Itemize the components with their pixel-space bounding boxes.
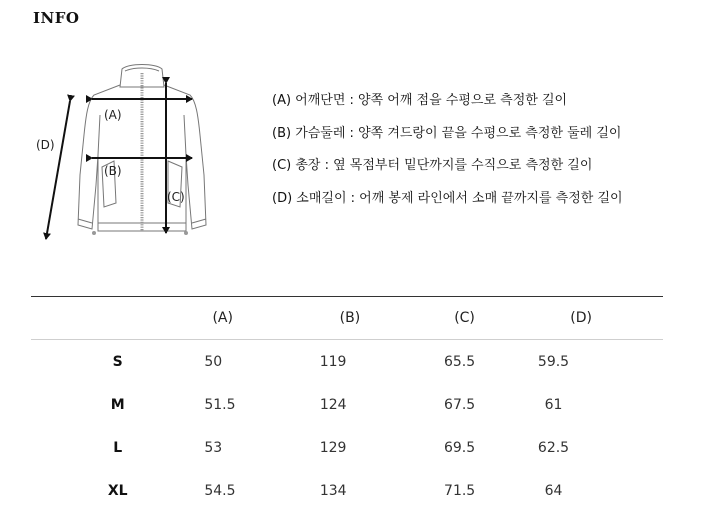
jacket-measurement-diagram xyxy=(30,55,250,255)
size-label: M xyxy=(110,396,125,413)
label-a: (A) xyxy=(104,108,122,122)
legend-b: (B) 가슴둘레 : 양쪽 겨드랑이 끝을 수평으로 측정한 둘레 길이 xyxy=(272,125,622,141)
table-row: M 51.5 124 67.5 61 xyxy=(31,383,663,426)
legend-c: (C) 총장 : 옆 목점부터 밑단까지를 수직으로 측정한 길이 xyxy=(272,158,593,173)
size-label: L xyxy=(113,439,123,456)
value-b: 119 xyxy=(319,353,347,370)
jacket-illustration xyxy=(30,55,250,255)
header-a: (A) xyxy=(212,310,233,326)
legend-a: (A) 어깨단면 : 양쪽 어깨 점을 수평으로 측정한 길이 xyxy=(272,93,568,108)
value-d: 62.5 xyxy=(537,439,570,456)
label-b: (B) xyxy=(104,164,122,178)
page-title: INFO xyxy=(33,9,80,27)
legend-d: (D) 소매길이 : 어깨 봉제 라인에서 소매 끝까지를 측정한 길이 xyxy=(272,190,623,206)
header-b: (B) xyxy=(339,310,361,326)
table-header-row xyxy=(31,297,663,340)
header-d: (D) xyxy=(570,310,592,326)
label-d: (D) xyxy=(36,138,55,152)
value-a: 51.5 xyxy=(204,396,236,413)
size-label: XL xyxy=(107,482,128,499)
value-a: 53 xyxy=(204,439,223,456)
measurement-legend xyxy=(272,90,692,220)
size-table xyxy=(31,296,663,512)
value-d: 59.5 xyxy=(537,353,570,370)
label-c: (C) xyxy=(167,190,185,204)
value-a: 54.5 xyxy=(204,482,236,499)
table-row: L 53 129 69.5 62.5 xyxy=(31,426,663,469)
value-b: 124 xyxy=(319,396,347,413)
table-row: S 50 119 65.5 59.5 xyxy=(31,340,663,383)
header-c: (C) xyxy=(454,310,475,326)
value-d: 61 xyxy=(544,396,563,413)
arrow-d xyxy=(46,101,70,239)
value-b: 129 xyxy=(319,439,347,456)
value-a: 50 xyxy=(204,353,223,370)
size-label: S xyxy=(112,353,123,370)
table-row: XL 54.5 134 71.5 64 xyxy=(31,469,663,512)
value-b: 134 xyxy=(319,482,347,499)
value-d: 64 xyxy=(544,482,563,499)
